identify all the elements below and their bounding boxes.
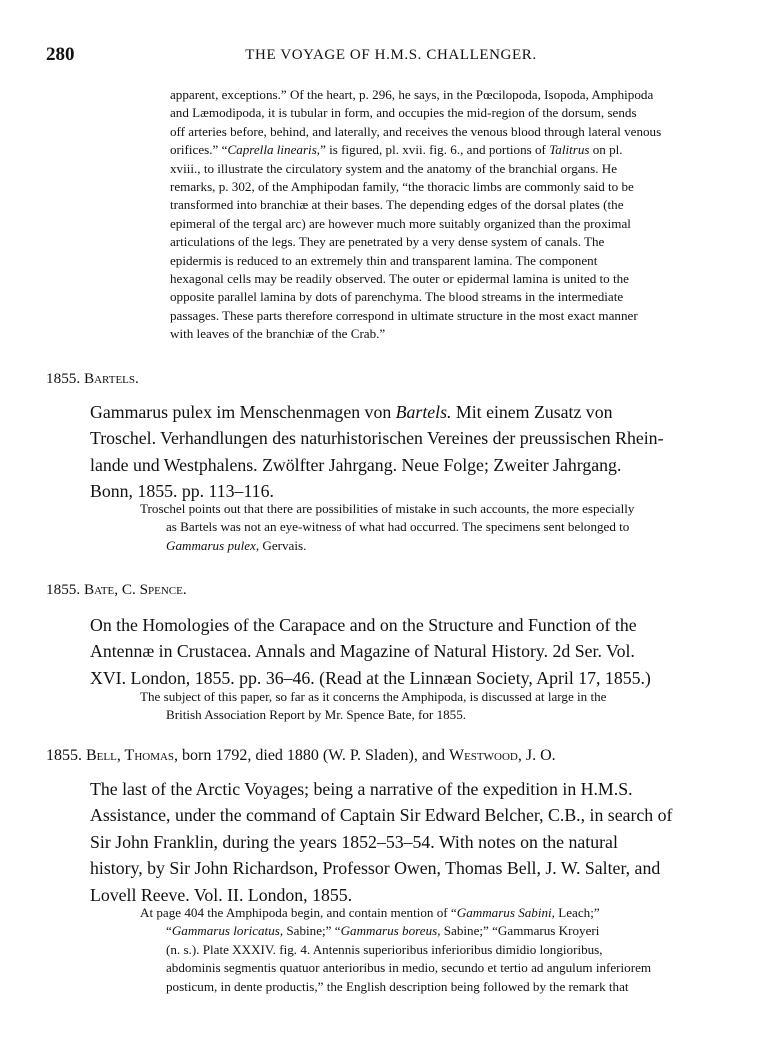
text-run: on pl. <box>589 142 623 158</box>
page-header <box>46 44 736 68</box>
entry-year: 1855. <box>46 370 81 387</box>
text-line <box>140 922 726 940</box>
text-line: Antennæ in Crustacea. Annals and Magazine of Natural History. 2d Ser. Vol. <box>90 641 635 662</box>
text-run: orifices.” “ <box>170 142 228 158</box>
text-run: Sabine;” “ <box>283 923 341 939</box>
genus-name: Talitrus <box>549 142 590 158</box>
text-line: as Bartels was not an eye-witness of what had occurred. The specimens sent belonged to <box>166 519 630 535</box>
entry-title <box>90 776 726 908</box>
text-line: On the Homologies of the Carapace and on the Structure and Function of the <box>90 615 637 635</box>
text-line <box>140 537 726 555</box>
text-line: Troschel. Verhandlungen des naturhistorischen Vereines der preussischen Rhein- <box>90 428 664 449</box>
text-run: Gammarus pulex im Menschenmagen von <box>90 402 396 422</box>
text-run: ” is figured, pl. xvii. fig. 6., and portions of <box>320 142 550 158</box>
text-line: remarks, p. 302, of the Amphipodan family, “the thoracic limbs are commonly said to be <box>170 179 634 195</box>
text-line: lande und Westphalens. Zwölfter Jahrgang. Neue Folge; Zweiter Jahrgang. <box>90 454 622 475</box>
text-run: born 1792, died 1880 (W. P. Sladen), and <box>178 747 449 764</box>
entry-heading <box>46 747 556 765</box>
species-name: Gammarus loricatus, <box>171 923 284 939</box>
species-name: Gammarus pulex <box>166 537 256 553</box>
entry-author: Bartels. <box>83 370 139 387</box>
intro-quote <box>170 86 726 344</box>
entry-note <box>140 500 726 555</box>
text-run: , Gervais. <box>255 537 307 553</box>
text-line: The subject of this paper, so far as it concerns the Amphipoda, is discussed at large in the <box>140 689 607 704</box>
text-line: apparent, exceptions.” Of the heart, p. 296, he says, in the Pœcilopoda, Isopoda, Amphipoda <box>170 87 654 102</box>
text-run: “ <box>166 923 172 939</box>
text-line: with leaves of the branchiæ of the Crab.” <box>170 326 386 342</box>
entry-heading <box>46 581 187 599</box>
text-line: Troschel points out that there are possibilities of mistake in such accounts, the more especially <box>140 501 635 516</box>
text-line: epidermis is reduced to an extremely thin and transparent lamina. The component <box>170 252 598 268</box>
text-line: off arteries before, behind, and laterally, and receives the venous blood through lateral venous <box>170 123 662 139</box>
text-line: epimeral of the tergal arc) are however much more suitably organized than the proximal <box>170 215 631 231</box>
text-line: passages. These parts therefore correspond in ultimate structure in the most exact manner <box>170 307 638 323</box>
text-line: xviii., to illustrate the circulatory system and the anatomy of the branchial organs. He <box>170 160 618 176</box>
entry-author: Bell, Thomas, <box>86 747 179 764</box>
text-line: XVI. London, 1855. pp. 36–46. (Read at the Linnæan Society, April 17, 1855.) <box>90 667 651 688</box>
page-number: 280 <box>46 44 75 65</box>
text-line <box>170 141 726 159</box>
species-name: Gammarus boreus, <box>340 923 441 939</box>
text-line: opposite parallel lamina by dots of parenchyma. The blood streams in the intermediate <box>170 289 624 305</box>
text-run: J. O. <box>521 747 556 764</box>
text-run: Sabine;” “Gammarus Kroyeri <box>440 923 600 939</box>
running-title: THE VOYAGE OF H.M.S. CHALLENGER. <box>245 47 537 63</box>
species-name: Gammarus Sabini, <box>456 905 555 920</box>
text-line: articulations of the legs. They are penetrated by a very dense system of canals. The <box>170 234 605 250</box>
entry-heading <box>46 370 139 388</box>
text-line: abdominis segmentis quatuor anterioribus in medio, secundo et tertio ad angulum inferiorem <box>166 960 652 976</box>
text-run: Leach;” <box>554 905 600 920</box>
species-name: Caprella linearis, <box>227 142 321 158</box>
entry-note <box>140 904 726 996</box>
text-line: posticum, in dente productis,” the English description being followed by the remark that <box>166 978 629 994</box>
entry-author: Bate, C. Spence. <box>83 581 187 598</box>
text-line: history, by Sir John Richardson, Professor Owen, Thomas Bell, J. W. Salter, and <box>90 858 661 879</box>
text-line <box>90 399 726 425</box>
text-line: Bonn, 1855. pp. 113–116. <box>90 481 274 502</box>
entry-title <box>90 399 726 505</box>
text-line: hexagonal cells may be readily observed. The outer or epidermal lamina is united to the <box>170 271 629 287</box>
text-line: The last of the Arctic Voyages; being a narrative of the expedition in H.M.S. <box>90 779 633 799</box>
text-line: Lovell Reeve. Vol. II. London, 1855. <box>90 884 353 905</box>
text-line: transformed into branchiæ at their bases. The depending edges of the dorsal plates (the <box>170 197 624 213</box>
entry-coauthor: Westwood, <box>448 747 522 764</box>
text-line: Sir John Franklin, during the years 1852–53–54. With notes on the natural <box>90 831 618 852</box>
author-name: Bartels. <box>395 402 452 422</box>
entry-year: 1855. <box>46 581 81 598</box>
text-line <box>140 904 726 922</box>
text-line: (n. s.). Plate XXXIV. fig. 4. Antennis superioribus inferioribus dimidio longioribus, <box>166 941 603 957</box>
entry-year: 1855. <box>46 747 82 764</box>
text-line: and Læmodipoda, it is tubular in form, and occupies the mid-region of the dorsum, sends <box>170 105 637 121</box>
entry-title <box>90 612 726 691</box>
text-run: At page 404 the Amphipoda begin, and contain mention of “ <box>140 905 457 920</box>
text-run: Mit einem Zusatz von <box>451 402 613 422</box>
text-line: British Association Report by Mr. Spence Bate, for 1855. <box>166 707 467 723</box>
entry-note <box>140 688 726 725</box>
text-line: Assistance, under the command of Captain Sir Edward Belcher, C.B., in search of <box>90 805 673 826</box>
